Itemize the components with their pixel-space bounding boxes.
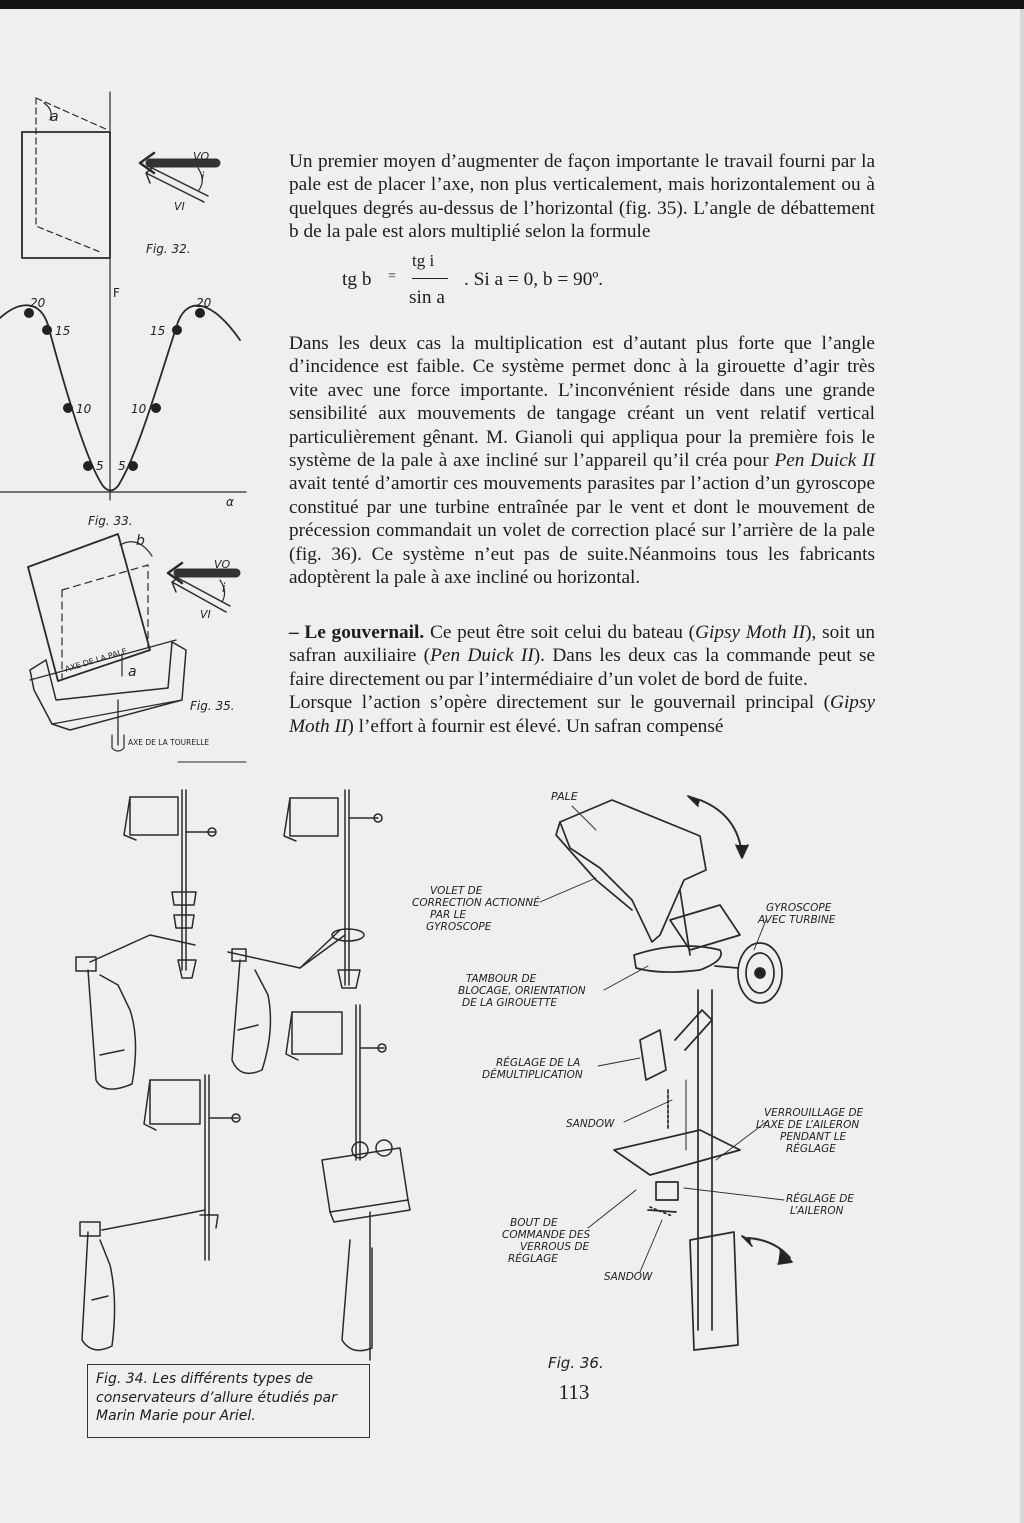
fig32-vi-label: VI [174, 200, 185, 213]
curve-tick: 10 [76, 402, 92, 416]
fig-33-35 [28, 514, 246, 762]
curve-alpha-label: α [226, 495, 234, 509]
fig32-i-label: i [201, 170, 205, 184]
label-volet: CORRECTION ACTIONNÉ [412, 897, 540, 909]
fraction-bar [412, 278, 448, 279]
label-bout: COMMANDE DES [502, 1229, 591, 1241]
label-sandow-1: SANDOW [566, 1118, 615, 1130]
label-verrouillage: L’AXE DE L’AILERON [756, 1119, 860, 1131]
label-tambour: DE LA GIROUETTE [462, 997, 558, 1009]
label-bout: BOUT DE [510, 1217, 558, 1229]
label-reglage-aileron: RÉGLAGE DE [786, 1193, 854, 1205]
paragraph-text: ). Dans les deux cas la commande peut se faire directement ou par l’intermédiaire d’un volet de bord de fuite. [289, 645, 876, 690]
fig35-caption: Fig. 35. [190, 699, 235, 713]
label-volet: VOLET DE [430, 885, 483, 897]
label-verrouillage: PENDANT LE [780, 1131, 847, 1143]
boat-name: Gipsy Moth II [289, 692, 875, 737]
label-gyro: AVEC TURBINE [758, 914, 836, 926]
label-bout: RÉGLAGE [508, 1253, 558, 1265]
fig33-caption: Fig. 33. [88, 514, 133, 528]
section-gouvernail [289, 621, 875, 738]
curve-f-label: F [113, 286, 120, 300]
paragraph-text: Lorsque l’action s’opère directement sur le gouvernail principal ( [289, 692, 831, 714]
section-heading: Le gouvernail. [304, 622, 425, 643]
dash: – [289, 622, 299, 643]
label-reglage-aileron: L’AILERON [790, 1205, 844, 1217]
formula [342, 251, 682, 311]
label-verrouillage: VERROUILLAGE DE [764, 1107, 864, 1119]
curve-tick: 5 [118, 459, 126, 473]
curve-tick: 15 [55, 324, 71, 338]
label-reglage-demult: DÉMULTIPLICATION [482, 1069, 583, 1081]
fig33-i-label: i [222, 581, 226, 595]
paragraph-gianoli [289, 332, 875, 589]
fig32-a-label: a [50, 109, 59, 125]
label-volet: PAR LE [430, 909, 467, 921]
label-tambour: BLOCAGE, ORIENTATION [458, 985, 586, 997]
fig-34-sketches [76, 790, 410, 1360]
paragraph-text: ), soit un safran auxiliaire ( [289, 622, 875, 667]
fig32-caption: Fig. 32. [146, 242, 191, 256]
curve-tick: 20 [30, 296, 46, 310]
fig-34-caption [87, 1364, 370, 1438]
curve-tick: 5 [96, 459, 104, 473]
axe-pale-label: AXE DE LA PALE [63, 646, 129, 674]
caption-line: Marin Marie pour Ariel. [96, 1408, 256, 1424]
formula-rest: . Si a = 0, b = 90º. [464, 269, 604, 290]
label-verrouillage: RÉGLAGE [786, 1143, 836, 1155]
boat-name: Gipsy Moth II [695, 622, 806, 643]
formula-numerator: tg i [412, 251, 435, 270]
paragraph-text: avait tenté d’amortir ces mouvements parasites par l’action d’un gyroscope constitué par une turbine entraînée par le vent et dont le mouvement de précession commandait un volet de correction placé sur l’arrière de la pale (fig. 36). Ce système n’eut pas de suite.Néanmoins tous les fabricants adoptèrent la pale à axe incliné ou horizontal. [289, 473, 875, 589]
caption-line: conservateurs d’allure étudiés par [96, 1389, 337, 1406]
fig35-a-label: a [128, 664, 137, 680]
label-bout: VERROUS DE [520, 1241, 590, 1253]
boat-name: Pen Duick II [430, 645, 534, 667]
formula-eq: = [388, 269, 396, 284]
curve-tick: 20 [196, 296, 212, 310]
label-pale: PALE [551, 790, 578, 803]
label-tambour: TAMBOUR DE [466, 973, 537, 985]
fig36-caption: Fig. 36. [548, 1354, 604, 1372]
label-reglage-demult: RÉGLAGE DE LA [496, 1057, 581, 1069]
label-volet: GYROSCOPE [426, 921, 492, 933]
page-number: 113 [558, 1380, 590, 1404]
paragraph-axe-horizontal [289, 150, 875, 244]
paragraph-text: Ce peut être soit celui du bateau ( [429, 622, 696, 643]
paragraph-text: ) l’effort à fournir est élevé. Un safran compensé [347, 715, 724, 737]
axe-tourelle-label: AXE DE LA TOURELLE [128, 738, 210, 747]
curve-tick: 10 [131, 402, 147, 416]
formula-lhs: tg b [342, 269, 372, 290]
fig-36-labels [412, 790, 864, 1283]
label-gyro: GYROSCOPE [766, 902, 832, 914]
fig33-vo-label: VO [214, 558, 231, 571]
label-sandow-2: SANDOW [604, 1271, 653, 1283]
paragraph-text: Un premier moyen d’augmenter de façon importante le travail fourni par la pale est de placer l’axe, non plus verticalement, mais horizontalement ou à quelques degrés au-dessus de l’horizontal (fig. 35). L’angle de débattement b de la pale est alors multiplié selon la formule [289, 151, 875, 243]
fig33-vi-label: VI [200, 608, 211, 621]
fig33-b-label: b [136, 533, 145, 549]
paragraph-text: Dans les deux cas la multiplication est d’autant plus forte que l’angle d’incidence est faible. Ce système permet donc à la girouette d’agir très vite avec une force importante. L’inconvénient réside dans une grande sensibilité aux mouvements de tangage créant un vent relatif vertical particulièrement gênant. M. Gianoli qui appliqua pour la première fois le système de la pale à axe incliné sur l’appareil qu’il créa pour [289, 333, 875, 472]
boat-name: Pen Duick II [774, 450, 875, 472]
curve-tick: 15 [150, 324, 166, 338]
incidence-curve [0, 286, 246, 509]
caption-line: Fig. 34. Les différents types de [96, 1371, 314, 1387]
fig32-vo-label: VO [193, 150, 210, 163]
formula-denominator: sin a [409, 287, 445, 308]
